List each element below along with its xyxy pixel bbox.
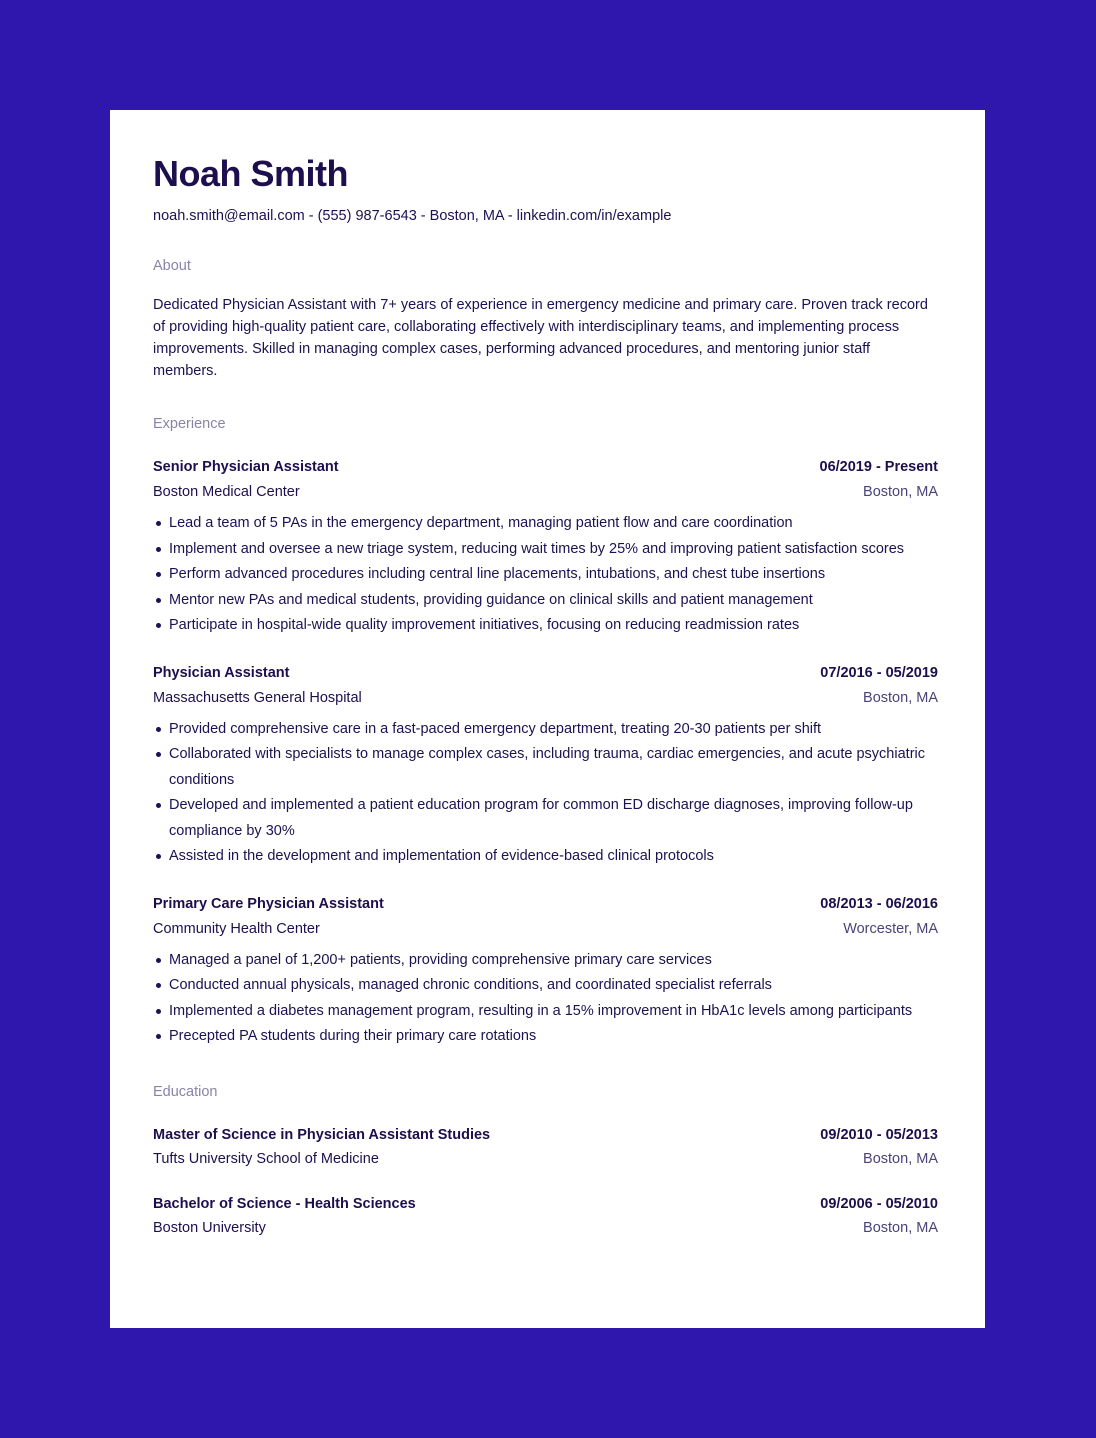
education-location: Boston, MA [863, 1150, 938, 1167]
education-dates: 09/2010 - 05/2013 [820, 1126, 938, 1143]
list-item: Collaborated with specialists to manage complex cases, including trauma, cardiac emergencies, and acute psychiatric conditions [169, 742, 938, 793]
education-section-title: Education [153, 1083, 218, 1100]
education-dates: 09/2006 - 05/2010 [820, 1195, 938, 1212]
job-location: Boston, MA [863, 484, 938, 500]
list-item: Managed a panel of 1,200+ patients, providing comprehensive primary care services [169, 948, 938, 974]
job-entry [153, 664, 938, 870]
job-dates: 06/2019 - Present [819, 459, 938, 475]
job-role: Senior Physician Assistant [153, 459, 339, 475]
job-entry [153, 895, 938, 1050]
job-org-row [153, 689, 938, 707]
job-location: Worcester, MA [843, 920, 938, 937]
candidate-name: Noah Smith [153, 153, 349, 194]
education-school: Boston University [153, 1219, 266, 1236]
education-degree: Master of Science in Physician Assistant Studies [153, 1126, 491, 1143]
job-dates: 07/2016 - 05/2019 [820, 664, 938, 681]
job-organization: Massachusetts General Hospital [153, 689, 362, 706]
job-header-row [153, 895, 938, 913]
resume-page [110, 110, 985, 1328]
education-school-row [153, 1219, 938, 1237]
job-org-row [153, 483, 938, 501]
education-location: Boston, MA [863, 1219, 938, 1236]
job-bullet-list [153, 948, 938, 1050]
job-organization: Community Health Center [153, 920, 320, 937]
experience-section-title: Experience [153, 416, 226, 432]
job-role: Primary Care Physician Assistant [153, 895, 384, 912]
list-item: Mentor new PAs and medical students, providing guidance on clinical skills and patient management [169, 588, 938, 614]
list-item: Participate in hospital-wide quality improvement initiatives, focusing on reducing readmission rates [169, 613, 938, 639]
education-degree: Bachelor of Science - Health Sciences [153, 1195, 416, 1212]
job-role: Physician Assistant [153, 664, 290, 681]
list-item: Implement and oversee a new triage system, reducing wait times by 25% and improving patient satisfaction scores [169, 537, 938, 563]
education-school-row [153, 1150, 938, 1168]
list-item: Perform advanced procedures including central line placements, intubations, and chest tube insertions [169, 562, 938, 588]
job-header-row [153, 664, 938, 682]
list-item: Lead a team of 5 PAs in the emergency department, managing patient flow and care coordination [169, 511, 938, 537]
list-item: Implemented a diabetes management program, resulting in a 15% improvement in HbA1c levels among participants [169, 999, 938, 1025]
list-item: Conducted annual physicals, managed chronic conditions, and coordinated specialist referrals [169, 973, 938, 999]
job-location: Boston, MA [863, 689, 938, 706]
list-item: Provided comprehensive care in a fast-paced emergency department, treating 20-30 patients per shift [169, 717, 938, 743]
list-item: Assisted in the development and implementation of evidence-based clinical protocols [169, 844, 938, 870]
education-header-row [153, 1195, 938, 1213]
about-text: Dedicated Physician Assistant with 7+ years of experience in emergency medicine and primary care. Proven track record of providing high-quality patient care, collaborating effectively with interdisciplinary teams, and implementing process improvements. Skilled in managing complex cases, performing advanced procedures, and mentoring junior staff members. [153, 297, 928, 379]
list-item: Developed and implemented a patient education program for common ED discharge diagnoses, improving follow-up compliance by 30% [169, 793, 938, 844]
education-entry [153, 1126, 938, 1168]
job-bullet-list [153, 511, 938, 639]
about-section-title: About [153, 258, 191, 274]
job-org-row [153, 920, 938, 938]
education-header-row [153, 1126, 938, 1144]
job-bullet-list [153, 717, 938, 870]
education-entry [153, 1195, 938, 1237]
job-entry [153, 458, 938, 639]
list-item: Precepted PA students during their primary care rotations [169, 1024, 938, 1050]
job-header-row [153, 458, 938, 476]
job-organization: Boston Medical Center [153, 484, 300, 500]
education-school: Tufts University School of Medicine [153, 1150, 379, 1167]
job-dates: 08/2013 - 06/2016 [820, 895, 938, 912]
contact-line: noah.smith@email.com - (555) 987-6543 - Boston, MA - linkedin.com/in/example [153, 208, 672, 224]
